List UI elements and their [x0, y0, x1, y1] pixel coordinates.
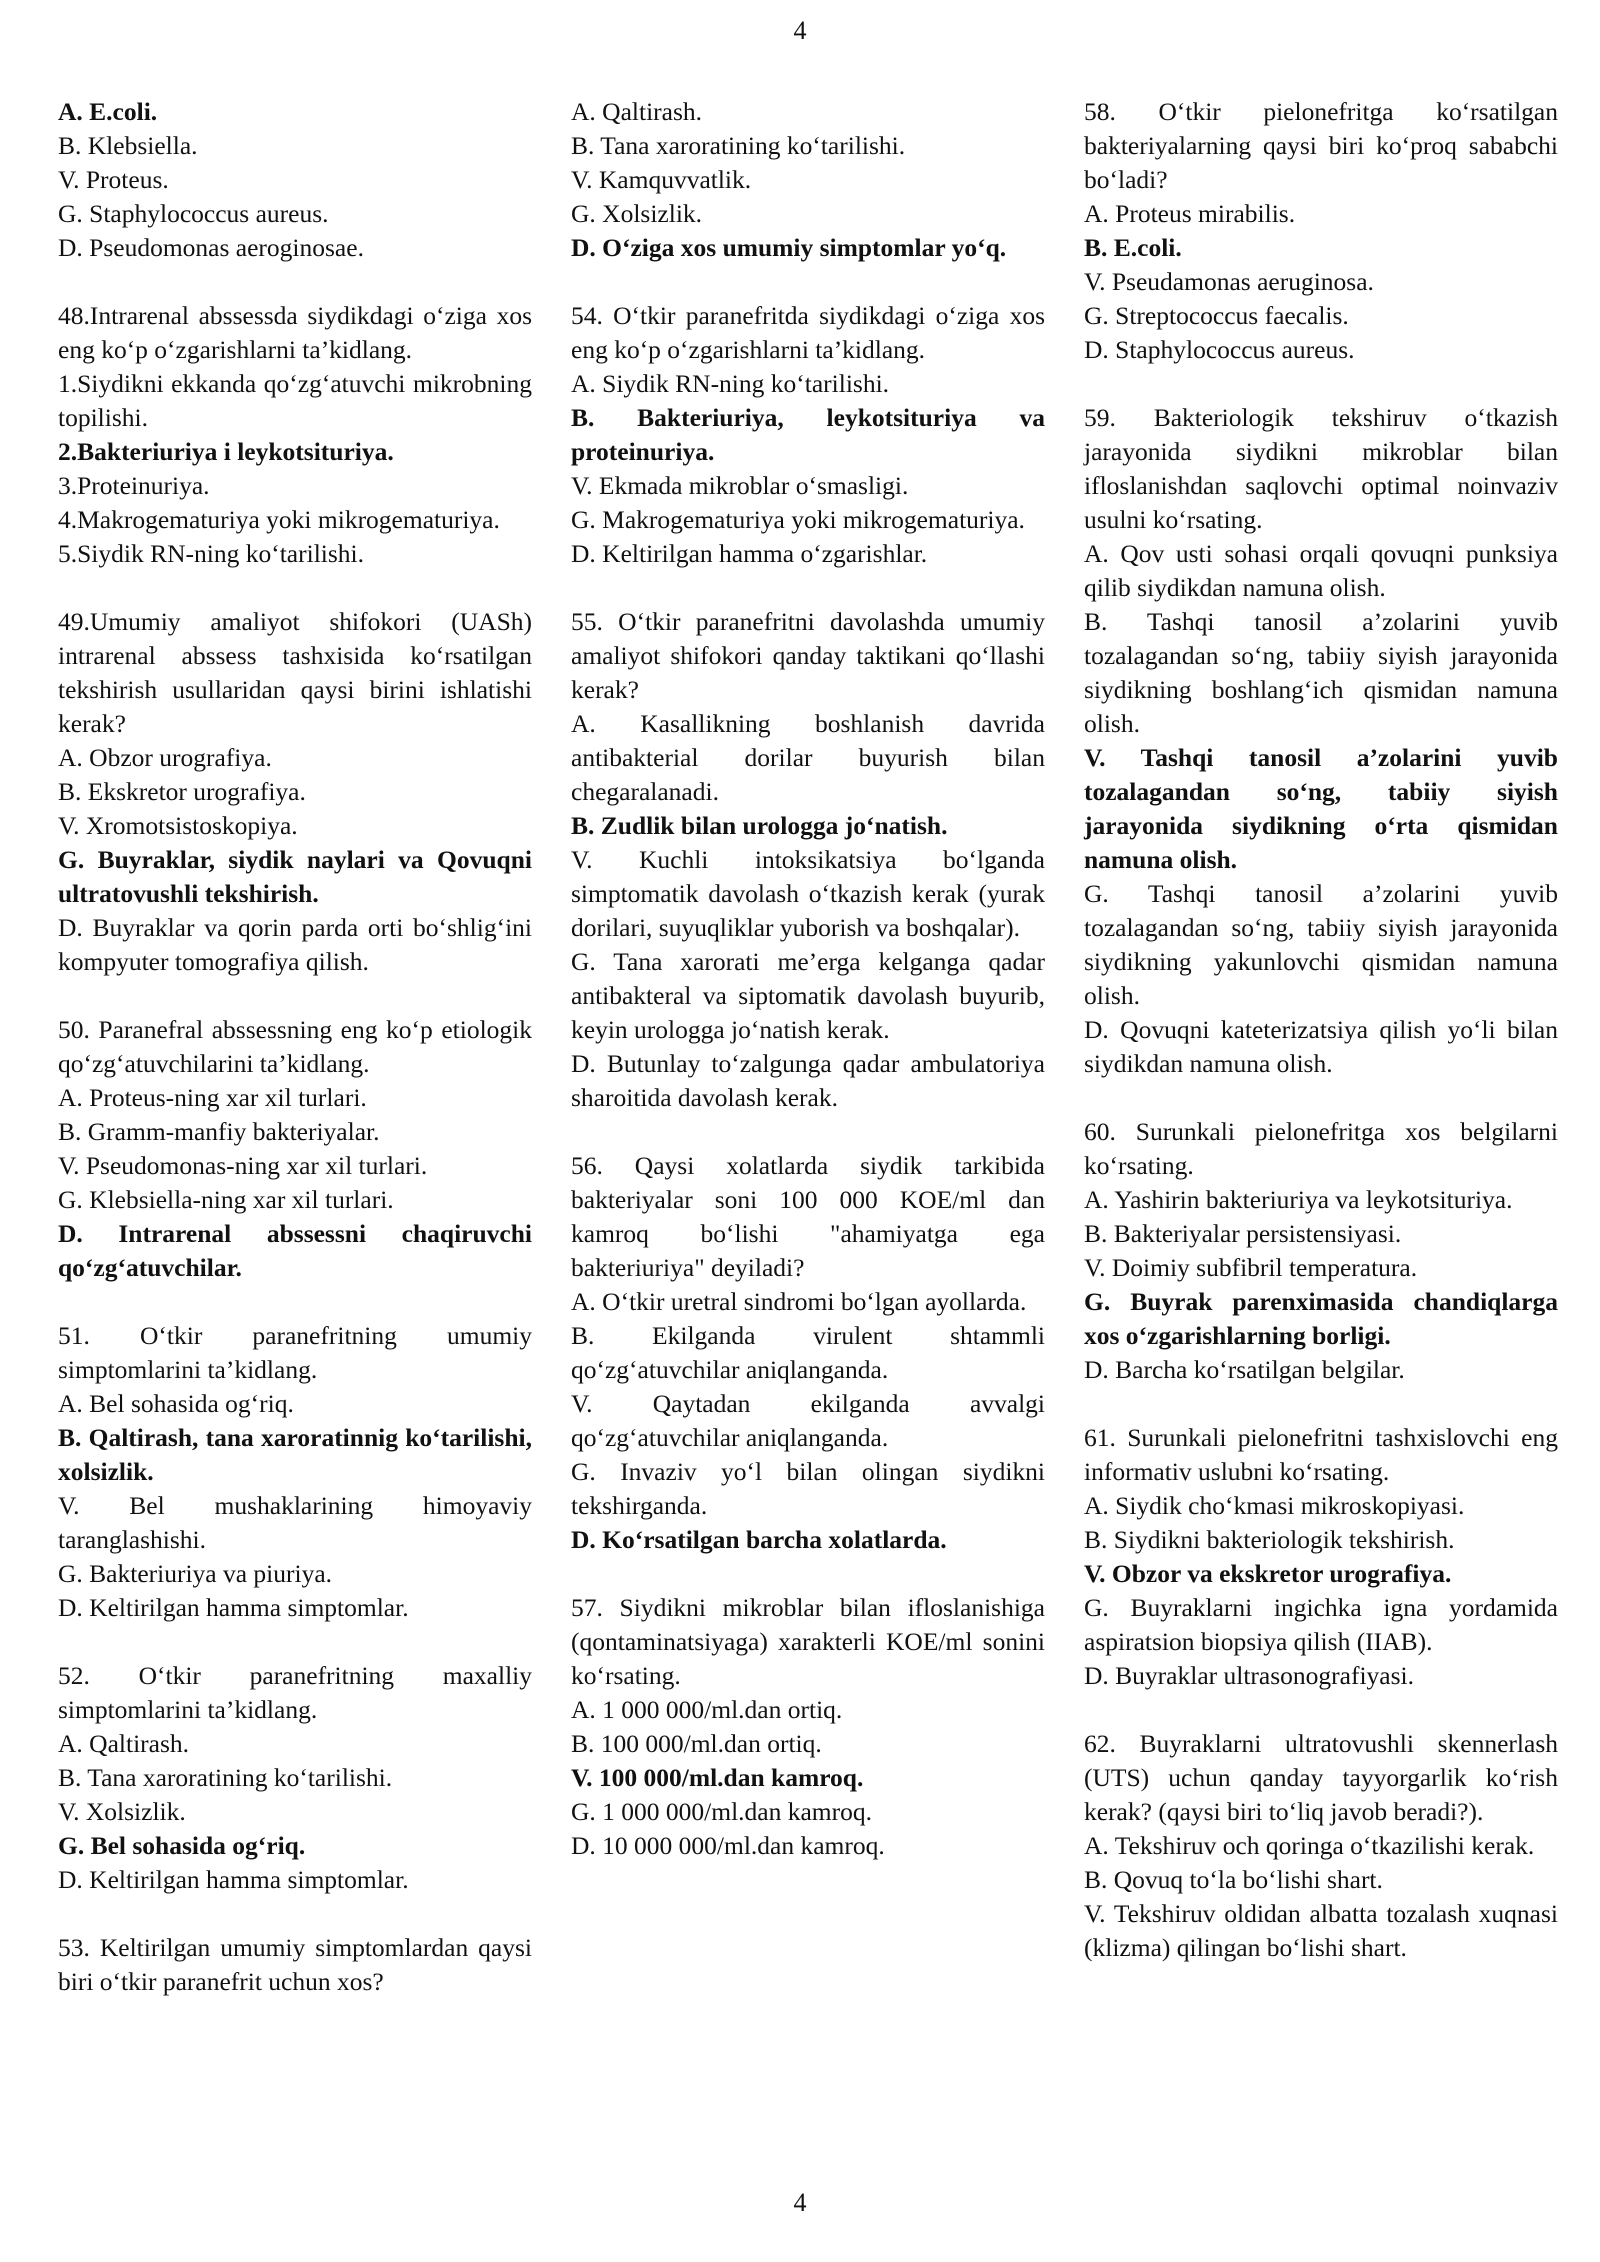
- answer-option: G. Tana xarorati me’erga kelganga qadar antibakteral va siptomatik davolash buyurib, keyin urologga jo‘natish kerak.: [571, 947, 1045, 1044]
- answer-option-correct: B. Qaltirash, tana xaroratinnig ko‘tarilishi, xolsizlik.: [58, 1423, 532, 1486]
- answer-option: G. Xolsizlik.: [571, 199, 703, 228]
- answer-option: D. Butunlay to‘zalgunga qadar ambulatoriya sharoitida davolash kerak.: [571, 1049, 1045, 1112]
- question-stem: 53. Keltirilgan umumiy simptomlardan qaysi biri o‘tkir paranefrit uchun xos?: [58, 1933, 532, 1996]
- answer-option: G. Invaziv yo‘l bilan olingan siydikni tekshirganda.: [571, 1457, 1045, 1520]
- answer-option: V. Kamquvvatlik.: [571, 165, 752, 194]
- answer-option: G. Bakteriuriya va piuriya.: [58, 1559, 333, 1588]
- answer-option-correct: G. Bel sohasida og‘riq.: [58, 1831, 306, 1860]
- answer-option: A. Kasallikning boshlanish davrida antibakterial dorilar buyurish bilan chegaralanadi.: [571, 709, 1045, 806]
- answer-option: A. Obzor urografiya.: [58, 743, 272, 772]
- answer-option: B. Qovuq to‘la bo‘lishi shart.: [1084, 1865, 1383, 1894]
- answer-option-correct: B. Zudlik bilan urologga jo‘natish.: [571, 811, 948, 840]
- answer-option-correct: G. Buyrak parenximasida chandiqlarga xos o‘zgarishlarning borligi.: [1084, 1287, 1558, 1350]
- question-columns: [58, 95, 1558, 2175]
- question-stem: 59. Bakteriologik tekshiruv o‘tkazish jarayonida siydikni mikroblar bilan ifloslanishdan saqlovchi optimal noinvaziv usulni ko‘rsating.: [1084, 403, 1558, 534]
- answer-option: V. Ekmada mikroblar o‘smasligi.: [571, 471, 909, 500]
- answer-option: D. Barcha ko‘rsatilgan belgilar.: [1084, 1355, 1405, 1384]
- answer-option: A. Qaltirash.: [58, 1729, 190, 1758]
- answer-option: D. Keltirilgan hamma simptomlar.: [58, 1593, 409, 1622]
- answer-option: B. Tashqi tanosil a’zolarini yuvib tozalagandan so‘ng, tabiiy siyish jarayonida siydikning boshlang‘ich qismidan namuna olish.: [1084, 607, 1558, 738]
- answer-option: A. Yashirin bakteriuriya va leykotsituriya.: [1084, 1185, 1513, 1214]
- answer-option: V. Bel mushaklarining himoyaviy taranglashishi.: [58, 1491, 532, 1554]
- answer-option: V. Pseudamonas aeruginosa.: [1084, 267, 1374, 296]
- question-block: [571, 299, 1045, 571]
- question-stem: 60. Surunkali pielonefritga xos belgilarni ko‘rsating.: [1084, 1117, 1558, 1180]
- answer-option: D. Pseudomonas aeroginosae.: [58, 233, 364, 262]
- question-block: [58, 95, 532, 265]
- question-stem: 52. O‘tkir paranefritning maxalliy simptomlarini ta’kidlang.: [58, 1661, 532, 1724]
- question-block: [571, 605, 1045, 1115]
- question-stem: 50. Paranefral abssessning eng ko‘p etiologik qo‘zg‘atuvchilarini ta’kidlang.: [58, 1015, 532, 1078]
- answer-option: A. O‘tkir uretral sindromi bo‘lgan ayollarda.: [571, 1287, 1027, 1316]
- question-stem: 58. O‘tkir pielonefritga ko‘rsatilgan bakteriyalarning qaysi biri ko‘proq sababchi bo‘ladi?: [1084, 97, 1558, 194]
- answer-option: G. Buyraklarni ingichka igna yordamida aspiratsion biopsiya qilish (IIAB).: [1084, 1593, 1558, 1656]
- answer-option: G. Makrogematuriya yoki mikrogematuriya.: [571, 505, 1025, 534]
- answer-option: A. Siydik RN-ning ko‘tarilishi.: [571, 369, 890, 398]
- answer-option: D. Keltirilgan hamma simptomlar.: [58, 1865, 409, 1894]
- answer-option: G. 1 000 000/ml.dan kamroq.: [571, 1797, 873, 1826]
- answer-option: V. Xolsizlik.: [58, 1797, 186, 1826]
- question-stem: 54. O‘tkir paranefritda siydikdagi o‘ziga xos eng ko‘p o‘zgarishlarni ta’kidlang.: [571, 301, 1045, 364]
- question-stem: 61. Surunkali pielonefritni tashxislovchi eng informativ uslubni ko‘rsating.: [1084, 1423, 1558, 1486]
- answer-option: B. 100 000/ml.dan ortiq.: [571, 1729, 822, 1758]
- question-stem: 57. Siydikni mikroblar bilan ifloslanishiga (qontaminatsiyaga) xarakterli KOE/ml sonini ko‘rsating.: [571, 1593, 1045, 1690]
- question-block: [571, 1591, 1045, 1863]
- answer-option-correct: G. Buyraklar, siydik naylari va Qovuqni ultratovushli tekshirish.: [58, 845, 532, 908]
- question-block: [58, 605, 532, 979]
- question-stem: 62. Buyraklarni ultratovushli skennerlash (UTS) uchun qanday tayyorgarlik ko‘rish kerak? (qaysi biri to‘liq javob beradi?).: [1084, 1729, 1558, 1826]
- answer-option: 5.Siydik RN-ning ko‘tarilishi.: [58, 539, 364, 568]
- answer-option: D. Qovuqni kateterizatsiya qilish yo‘li bilan siydikdan namuna olish.: [1084, 1015, 1558, 1078]
- answer-option: B. Bakteriyalar persistensiyasi.: [1084, 1219, 1402, 1248]
- answer-option: V. Xromotsistoskopiya.: [58, 811, 298, 840]
- answer-option: A. Tekshiruv och qoringa o‘tkazilishi kerak.: [1084, 1831, 1535, 1860]
- answer-option: V. Tekshiruv oldidan albatta tozalash xuqnasi (klizma) qilingan bo‘lishi shart.: [1084, 1899, 1558, 1962]
- answer-option-correct: V. Tashqi tanosil a’zolarini yuvib tozalagandan so‘ng, tabiiy siyish jarayonida siydikning o‘rta qismidan namuna olish.: [1084, 743, 1558, 874]
- answer-option-correct: D. Ko‘rsatilgan barcha xolatlarda.: [571, 1525, 947, 1554]
- answer-option-correct: B. E.coli.: [1084, 233, 1182, 262]
- column-right: [1084, 95, 1558, 2175]
- answer-option: G. Staphylococcus aureus.: [58, 199, 329, 228]
- answer-option-correct: 2.Bakteriuriya i leykotsituriya.: [58, 437, 394, 466]
- answer-option-correct: D. Intrarenal abssessni chaqiruvchi qo‘zg‘atuvchilar.: [58, 1219, 532, 1282]
- answer-option: G. Tashqi tanosil a’zolarini yuvib tozalagandan so‘ng, tabiiy siyish jarayonida siydikning yakunlovchi qismidan namuna olish.: [1084, 879, 1558, 1010]
- question-stem: 48.Intrarenal abssessda siydikdagi o‘ziga xos eng ko‘p o‘zgarishlarni ta’kidlang.: [58, 301, 532, 364]
- question-block: [571, 95, 1045, 265]
- answer-option: B. Tana xaroratining ko‘tarilishi.: [58, 1763, 393, 1792]
- answer-option: A. Siydik cho‘kmasi mikroskopiyasi.: [1084, 1491, 1465, 1520]
- answer-option: B. Ekilganda virulent shtammli qo‘zg‘atuvchilar aniqlanganda.: [571, 1321, 1045, 1384]
- question-stem: 56. Qaysi xolatlarda siydik tarkibida bakteriyalar soni 100 000 KOE/ml dan kamroq bo‘lishi "ahamiyatga ega bakteriuriya" deyiladi?: [571, 1151, 1045, 1282]
- question-block: [1084, 1115, 1558, 1387]
- answer-option-correct: V. Obzor va ekskretor urografiya.: [1084, 1559, 1452, 1588]
- answer-option: 4.Makrogematuriya yoki mikrogematuriya.: [58, 505, 500, 534]
- answer-option: D. Staphylococcus aureus.: [1084, 335, 1355, 364]
- question-block: [1084, 1727, 1558, 1965]
- question-stem: 49.Umumiy amaliyot shifokori (UASh) intrarenal abssess tashxisida ko‘rsatilgan tekshirish usullaridan qaysi birini ishlatishi kerak?: [58, 607, 532, 738]
- answer-option-correct: A. E.coli.: [58, 97, 158, 126]
- answer-option: D. Buyraklar va qorin parda orti bo‘shlig‘ini kompyuter tomografiya qilish.: [58, 913, 532, 976]
- page-number-top: 4: [793, 16, 807, 45]
- column-left: [58, 95, 532, 2175]
- answer-option: B. Klebsiella.: [58, 131, 198, 160]
- answer-option-correct: D. O‘ziga xos umumiy simptomlar yo‘q.: [571, 233, 1007, 262]
- answer-option: V. Pseudomonas-ning xar xil turlari.: [58, 1151, 428, 1180]
- answer-option: V. Proteus.: [58, 165, 169, 194]
- answer-option: V. Doimiy subfibril temperatura.: [1084, 1253, 1418, 1282]
- answer-option: D. 10 000 000/ml.dan kamroq.: [571, 1831, 885, 1860]
- question-block: [571, 1149, 1045, 1557]
- answer-option: B. Gramm-manfiy bakteriyalar.: [58, 1117, 380, 1146]
- answer-option: 3.Proteinuriya.: [58, 471, 210, 500]
- answer-option: V. Kuchli intoksikatsiya bo‘lganda simptomatik davolash o‘tkazish kerak (yurak dorilari, suyuqliklar yuborish va boshqalar).: [571, 845, 1045, 942]
- question-block: [1084, 95, 1558, 367]
- answer-option: B. Ekskretor urografiya.: [58, 777, 306, 806]
- answer-option: D. Keltirilgan hamma o‘zgarishlar.: [571, 539, 928, 568]
- question-block: [58, 1013, 532, 1285]
- answer-option: A. Bel sohasida og‘riq.: [58, 1389, 294, 1418]
- answer-option: B. Tana xaroratining ko‘tarilishi.: [571, 131, 906, 160]
- answer-option: D. Buyraklar ultrasonografiyasi.: [1084, 1661, 1414, 1690]
- question-block: [58, 299, 532, 571]
- page-number-bottom: 4: [793, 2188, 807, 2217]
- answer-option: V. Qaytadan ekilganda avvalgi qo‘zg‘atuvchilar aniqlanganda.: [571, 1389, 1045, 1452]
- question-block: [1084, 1421, 1558, 1693]
- answer-option-correct: V. 100 000/ml.dan kamroq.: [571, 1763, 864, 1792]
- answer-option: A. Proteus mirabilis.: [1084, 199, 1296, 228]
- answer-option: 1.Siydikni ekkanda qo‘zg‘atuvchi mikrobning topilishi.: [58, 369, 532, 432]
- answer-option: G. Streptococcus faecalis.: [1084, 301, 1349, 330]
- answer-option-correct: B. Bakteriuriya, leykotsituriya va proteinuriya.: [571, 403, 1045, 466]
- question-block: [58, 1319, 532, 1625]
- answer-option: A. Proteus-ning xar xil turlari.: [58, 1083, 367, 1112]
- answer-option: A. 1 000 000/ml.dan ortiq.: [571, 1695, 843, 1724]
- answer-option: A. Qov usti sohasi orqali qovuqni punksiya qilib siydikdan namuna olish.: [1084, 539, 1558, 602]
- question-block: [58, 1659, 532, 1897]
- question-stem: 55. O‘tkir paranefritni davolashda umumiy amaliyot shifokori qanday taktikani qo‘llashi kerak?: [571, 607, 1045, 704]
- answer-option: G. Klebsiella-ning xar xil turlari.: [58, 1185, 394, 1214]
- column-middle: [571, 95, 1045, 2175]
- question-block: [1084, 401, 1558, 1081]
- question-stem: 51. O‘tkir paranefritning umumiy simptomlarini ta’kidlang.: [58, 1321, 532, 1384]
- question-block: [58, 1931, 532, 1999]
- answer-option: B. Siydikni bakteriologik tekshirish.: [1084, 1525, 1455, 1554]
- answer-option: A. Qaltirash.: [571, 97, 703, 126]
